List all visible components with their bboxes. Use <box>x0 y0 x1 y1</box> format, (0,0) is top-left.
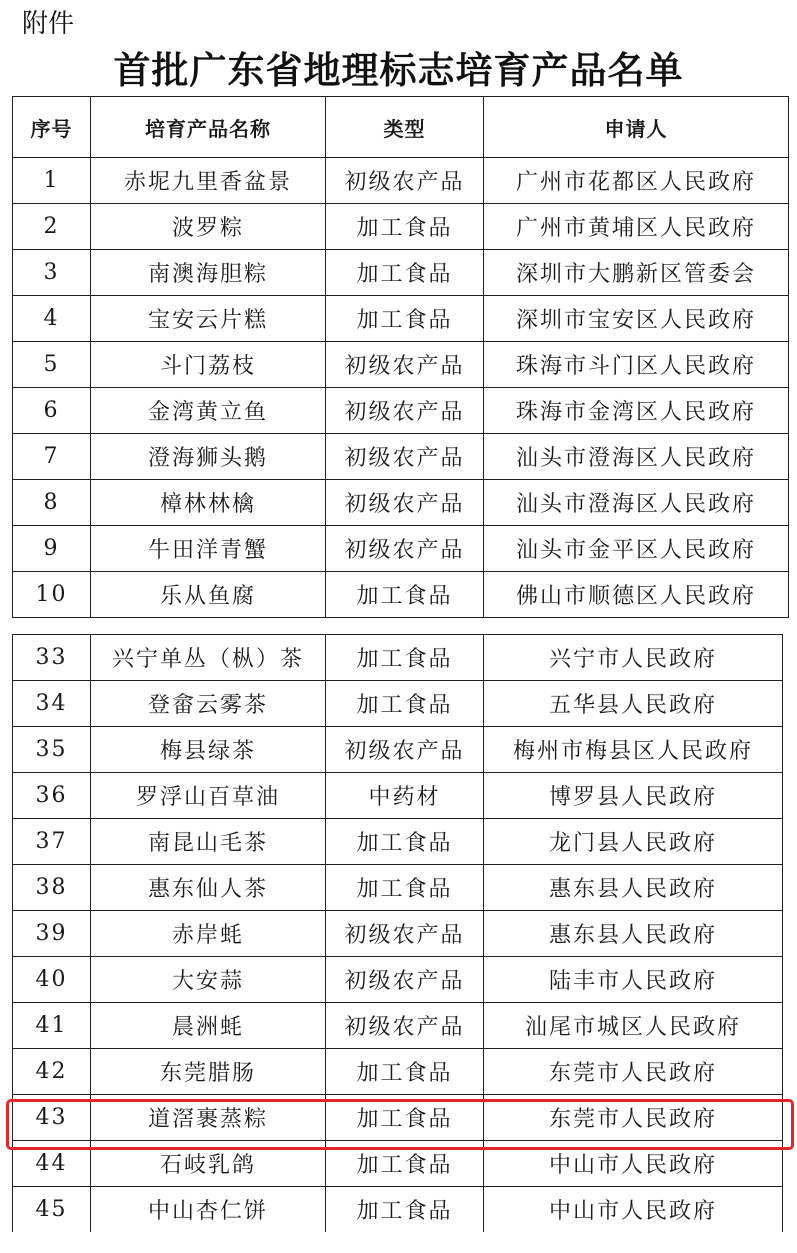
cell-applicant: 珠海市斗门区人民政府 <box>484 342 789 388</box>
table-row <box>13 1141 783 1187</box>
cell-product-name: 金湾黄立鱼 <box>91 388 326 434</box>
cell-serial-number: 43 <box>13 1095 91 1141</box>
cell-product-name: 兴宁单丛（枞）茶 <box>91 635 326 681</box>
document-title: 首批广东省地理标志培育产品名单 <box>113 48 684 92</box>
table-row <box>13 1095 783 1141</box>
cell-serial-number: 10 <box>13 572 91 618</box>
cell-type: 初级农产品 <box>326 158 484 204</box>
cell-type: 初级农产品 <box>326 480 484 526</box>
product-table-part-1 <box>12 96 789 618</box>
cell-product-name: 樟林林檎 <box>91 480 326 526</box>
cell-serial-number: 33 <box>13 635 91 681</box>
cell-serial-number: 41 <box>13 1003 91 1049</box>
cell-product-name: 南昆山毛茶 <box>91 819 326 865</box>
cell-serial-number: 8 <box>13 480 91 526</box>
table-row <box>13 526 789 572</box>
cell-applicant: 五华县人民政府 <box>484 681 783 727</box>
cell-type: 初级农产品 <box>326 957 484 1003</box>
header-product-name: 培育产品名称 <box>91 97 326 158</box>
cell-serial-number: 34 <box>13 681 91 727</box>
cell-applicant: 陆丰市人民政府 <box>484 957 783 1003</box>
cell-type: 加工食品 <box>326 865 484 911</box>
header-type: 类型 <box>326 97 484 158</box>
table-row <box>13 296 789 342</box>
cell-type: 加工食品 <box>326 635 484 681</box>
table-row <box>13 1049 783 1095</box>
cell-type: 加工食品 <box>326 250 484 296</box>
cell-applicant: 梅州市梅县区人民政府 <box>484 727 783 773</box>
cell-serial-number: 1 <box>13 158 91 204</box>
cell-serial-number: 38 <box>13 865 91 911</box>
cell-serial-number: 6 <box>13 388 91 434</box>
cell-applicant: 中山市人民政府 <box>484 1187 783 1233</box>
table-row <box>13 434 789 480</box>
table-row <box>13 480 789 526</box>
table-row <box>13 204 789 250</box>
cell-applicant: 惠东县人民政府 <box>484 911 783 957</box>
cell-applicant: 珠海市金湾区人民政府 <box>484 388 789 434</box>
cell-product-name: 罗浮山百草油 <box>91 773 326 819</box>
table-row <box>13 911 783 957</box>
cell-product-name: 梅县绿茶 <box>91 727 326 773</box>
cell-type: 加工食品 <box>326 1141 484 1187</box>
table-row <box>13 957 783 1003</box>
cell-product-name: 大安蒜 <box>91 957 326 1003</box>
cell-serial-number: 2 <box>13 204 91 250</box>
cell-type: 加工食品 <box>326 572 484 618</box>
cell-product-name: 澄海狮头鹅 <box>91 434 326 480</box>
cell-type: 中药材 <box>326 773 484 819</box>
cell-product-name: 登畲云雾茶 <box>91 681 326 727</box>
cell-serial-number: 3 <box>13 250 91 296</box>
cell-product-name: 惠东仙人茶 <box>91 865 326 911</box>
product-table-part-2 <box>12 634 783 1232</box>
cell-serial-number: 42 <box>13 1049 91 1095</box>
cell-applicant: 中山市人民政府 <box>484 1141 783 1187</box>
cell-applicant: 汕头市金平区人民政府 <box>484 526 789 572</box>
cell-product-name: 赤岸蚝 <box>91 911 326 957</box>
cell-type: 初级农产品 <box>326 434 484 480</box>
cell-type: 初级农产品 <box>326 388 484 434</box>
table-row <box>13 773 783 819</box>
cell-serial-number: 39 <box>13 911 91 957</box>
cell-product-name: 斗门荔枝 <box>91 342 326 388</box>
cell-type: 加工食品 <box>326 681 484 727</box>
cell-type: 初级农产品 <box>326 1003 484 1049</box>
table-row <box>13 1187 783 1233</box>
attachment-label: 附件 <box>22 9 75 39</box>
cell-serial-number: 40 <box>13 957 91 1003</box>
cell-applicant: 汕尾市城区人民政府 <box>484 1003 783 1049</box>
cell-serial-number: 35 <box>13 727 91 773</box>
cell-product-name: 晨洲蚝 <box>91 1003 326 1049</box>
cell-serial-number: 45 <box>13 1187 91 1233</box>
table-row <box>13 572 789 618</box>
cell-product-name: 南澳海胆粽 <box>91 250 326 296</box>
cell-serial-number: 9 <box>13 526 91 572</box>
table-row <box>13 819 783 865</box>
table-row <box>13 865 783 911</box>
cell-product-name: 东莞腊肠 <box>91 1049 326 1095</box>
cell-applicant: 汕头市澄海区人民政府 <box>484 480 789 526</box>
cell-serial-number: 5 <box>13 342 91 388</box>
cell-product-name: 赤坭九里香盆景 <box>91 158 326 204</box>
header-applicant: 申请人 <box>484 97 789 158</box>
cell-serial-number: 4 <box>13 296 91 342</box>
cell-product-name: 中山杏仁饼 <box>91 1187 326 1233</box>
cell-type: 初级农产品 <box>326 911 484 957</box>
header-serial-number: 序号 <box>13 97 91 158</box>
cell-applicant: 龙门县人民政府 <box>484 819 783 865</box>
cell-applicant: 佛山市顺德区人民政府 <box>484 572 789 618</box>
table-row <box>13 635 783 681</box>
cell-type: 初级农产品 <box>326 342 484 388</box>
cell-type: 加工食品 <box>326 1095 484 1141</box>
table-row <box>13 727 783 773</box>
cell-applicant: 广州市花都区人民政府 <box>484 158 789 204</box>
cell-applicant: 东莞市人民政府 <box>484 1095 783 1141</box>
cell-product-name: 牛田洋青蟹 <box>91 526 326 572</box>
cell-type: 初级农产品 <box>326 727 484 773</box>
cell-serial-number: 44 <box>13 1141 91 1187</box>
cell-product-name: 宝安云片糕 <box>91 296 326 342</box>
cell-type: 加工食品 <box>326 296 484 342</box>
table-row <box>13 1003 783 1049</box>
table-row <box>13 388 789 434</box>
cell-applicant: 兴宁市人民政府 <box>484 635 783 681</box>
cell-product-name: 波罗粽 <box>91 204 326 250</box>
table-row <box>13 250 789 296</box>
cell-type: 初级农产品 <box>326 526 484 572</box>
cell-type: 加工食品 <box>326 819 484 865</box>
cell-applicant: 东莞市人民政府 <box>484 1049 783 1095</box>
table-row <box>13 158 789 204</box>
table-header-row <box>13 97 789 158</box>
cell-serial-number: 7 <box>13 434 91 480</box>
cell-product-name: 石岐乳鸽 <box>91 1141 326 1187</box>
cell-applicant: 深圳市大鹏新区管委会 <box>484 250 789 296</box>
cell-type: 加工食品 <box>326 1049 484 1095</box>
table-row <box>13 342 789 388</box>
cell-serial-number: 37 <box>13 819 91 865</box>
cell-applicant: 汕头市澄海区人民政府 <box>484 434 789 480</box>
cell-applicant: 广州市黄埔区人民政府 <box>484 204 789 250</box>
cell-product-name: 乐从鱼腐 <box>91 572 326 618</box>
cell-serial-number: 36 <box>13 773 91 819</box>
table-row <box>13 681 783 727</box>
cell-applicant: 惠东县人民政府 <box>484 865 783 911</box>
cell-type: 加工食品 <box>326 1187 484 1233</box>
cell-applicant: 博罗县人民政府 <box>484 773 783 819</box>
cell-applicant: 深圳市宝安区人民政府 <box>484 296 789 342</box>
cell-type: 加工食品 <box>326 204 484 250</box>
cell-product-name: 道滘裹蒸粽 <box>91 1095 326 1141</box>
